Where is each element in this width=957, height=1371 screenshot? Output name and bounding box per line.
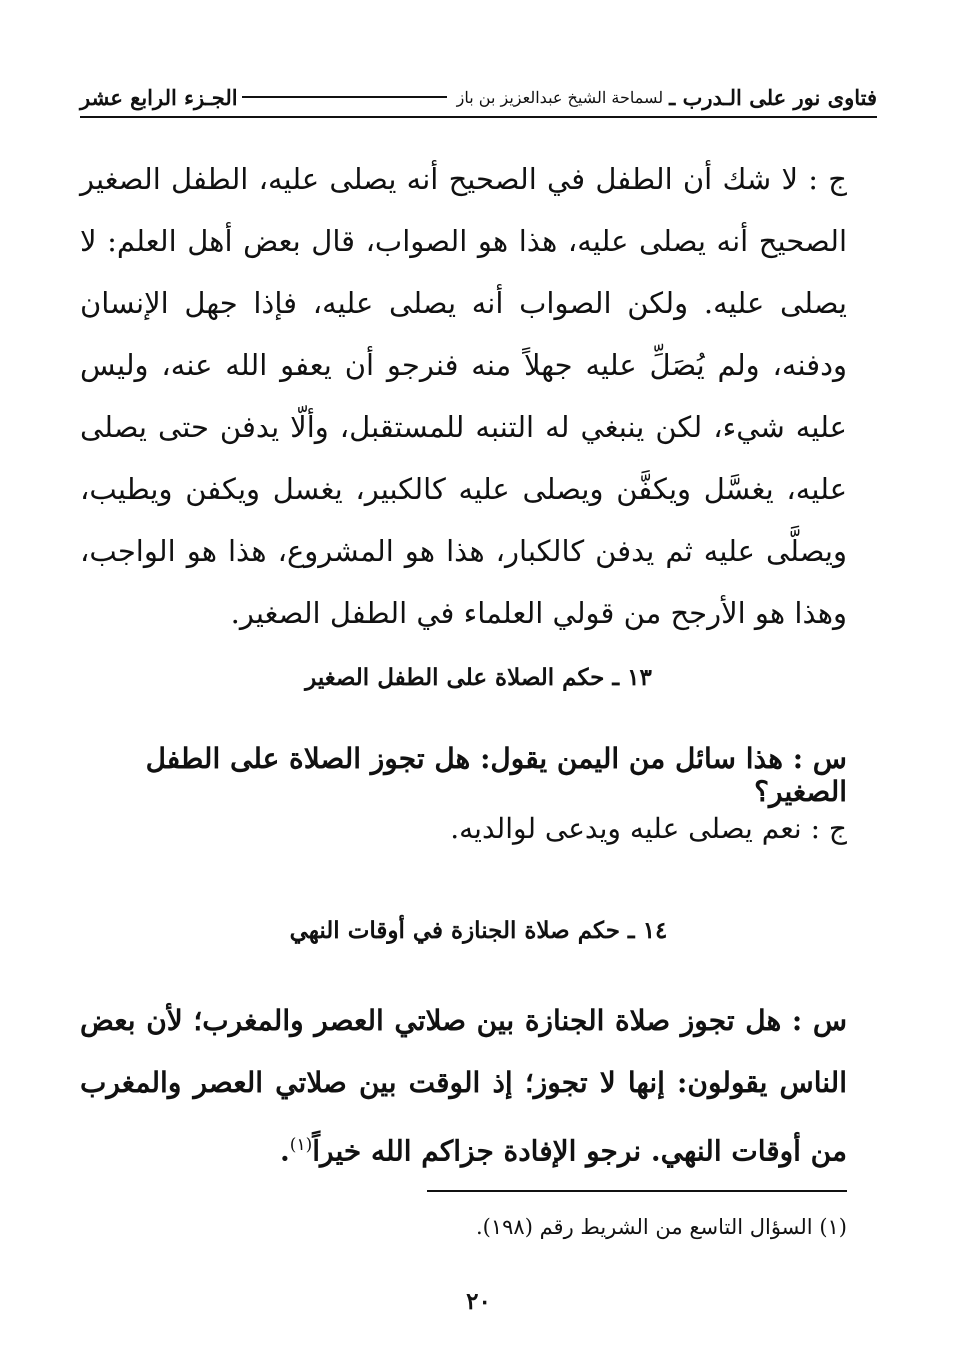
footnote: (١) السؤال التاسع من الشريط رقم (١٩٨). <box>475 1215 847 1239</box>
header-author: لسماحة الشيخ عبدالعزيز بن باز <box>456 87 664 107</box>
section-13-question: س : هذا سائل من اليمن يقول: هل تجوز الصلاة على الطفل الصغير؟ <box>145 742 847 808</box>
section-14-heading: ١٤ ـ حكم صلاة الجنازة في أوقات النهي <box>289 917 668 944</box>
header-rule <box>242 96 447 98</box>
section-13-heading: ١٣ ـ حكم الصلاة على الطفل الصغير <box>305 664 652 691</box>
page-number: ٢٠ <box>466 1288 491 1315</box>
footnote-reference: (١) <box>289 1135 313 1155</box>
running-header <box>80 78 877 118</box>
header-book-title: فتاوى نور على الـدرب ـ <box>669 84 877 110</box>
section-14-question-text: س : هل تجوز صلاة الجنازة بين صلاتي العصر والمغرب؛ لأن بعض الناس يقولون: إنها لا تجوز؛ إذ الوقت بين صلاتي العصر والمغرب من أوقات النهي. نرجو الإفادة جزاكم الله خيراً <box>80 1004 847 1168</box>
answer-paragraph: ج : لا شك أن الطفل في الصحيح أنه يصلى عليه، الطفل الصغير الصحيح أنه يصلى عليه، هذا هو الصواب، قال بعض أهل العلم: لا يصلى عليه. ولكن الصواب أنه يصلى عليه، فإذا جهل الإنسان ودفنه، ولم يُصَلِّ عليه جهلاً منه فنرجو أن يعفو الله عنه، وليس عليه شيء، لكن ينبغي له التنبه للمستقبل، وألّا يدفن حتى يصلى عليه، يغسَّل ويكفَّن ويصلى عليه كالكبير، يغسل ويكفن ويطيب، ويصلَّى عليه ثم يدفن كالكبار، هذا هو المشروع، هذا هو الواجب، وهذا هو الأرجح من قولي العلماء في الطفل الصغير. <box>80 162 847 630</box>
header-part: الجـزء الرابع عشر <box>80 84 238 110</box>
section-14-question-end: . <box>280 1134 290 1168</box>
section-14-question <box>80 990 847 1182</box>
footnote-divider <box>427 1190 847 1192</box>
section-13-answer: ج : نعم يصلى عليه ويدعى لوالديه. <box>450 812 847 845</box>
